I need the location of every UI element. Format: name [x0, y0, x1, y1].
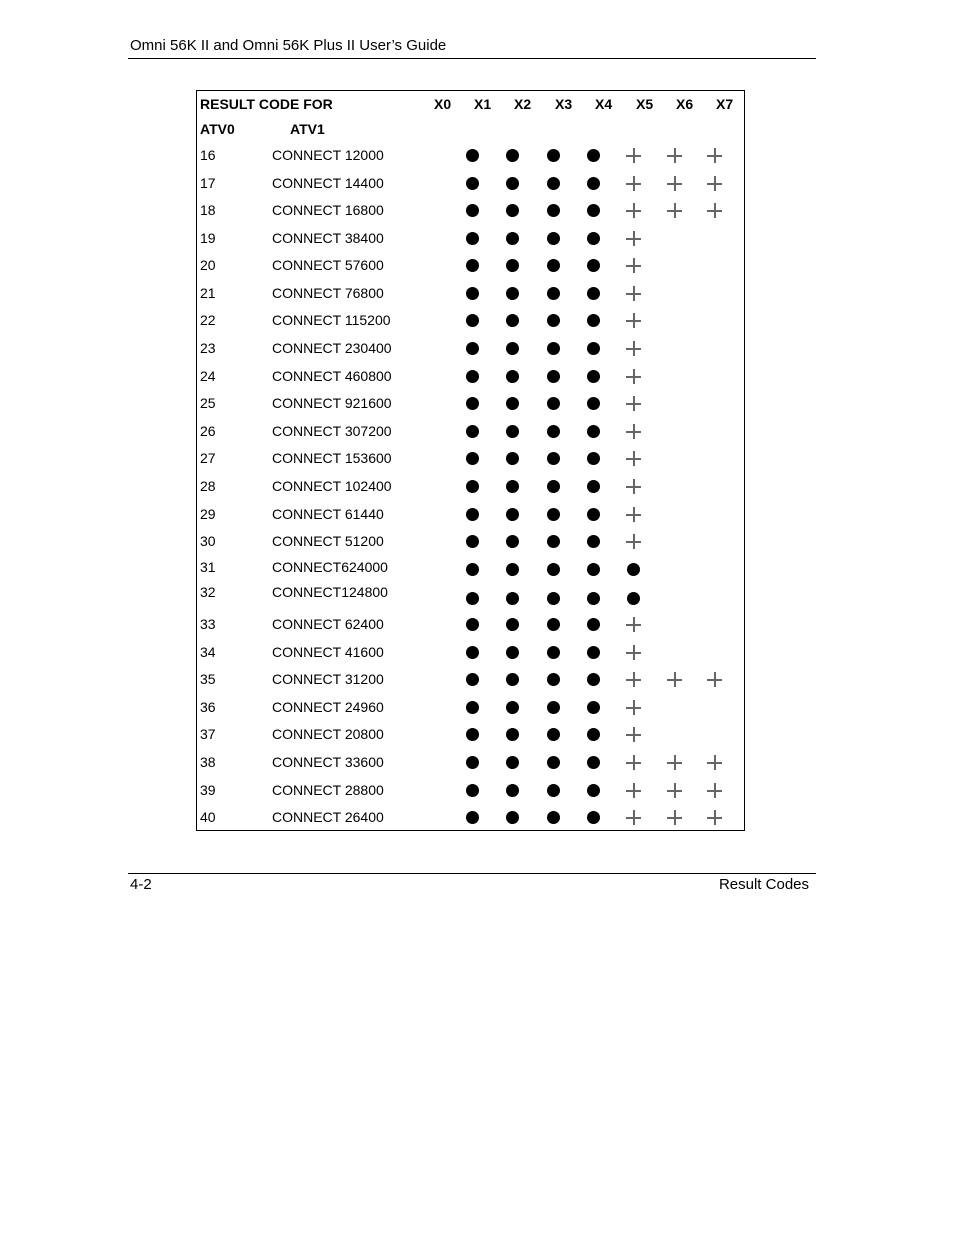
filled-dot-icon	[465, 368, 481, 384]
plus-icon	[667, 782, 683, 798]
filled-dot-icon	[586, 616, 602, 632]
result-code-number: 22	[200, 312, 216, 328]
result-code-text: CONNECT 307200	[272, 423, 392, 439]
result-code-text: CONNECT 460800	[272, 368, 392, 384]
result-code-number: 29	[200, 506, 216, 522]
result-code-text: CONNECT 115200	[272, 312, 391, 328]
result-code-number: 17	[200, 175, 216, 191]
filled-dot-icon	[465, 147, 481, 163]
table-row	[197, 699, 744, 719]
result-code-number: 20	[200, 257, 216, 273]
filled-dot-icon	[546, 478, 562, 494]
result-code-text: CONNECT 38400	[272, 230, 384, 246]
result-code-number: 39	[200, 782, 216, 798]
filled-dot-icon	[505, 809, 521, 825]
filled-dot-icon	[546, 285, 562, 301]
table-header-result-code-for: RESULT CODE FOR	[200, 96, 333, 112]
result-code-number: 18	[200, 202, 216, 218]
filled-dot-icon	[505, 616, 521, 632]
result-code-number: 38	[200, 754, 216, 770]
result-code-number: 24	[200, 368, 216, 384]
filled-dot-icon	[546, 590, 562, 606]
result-code-text: CONNECT 31200	[272, 671, 384, 687]
result-code-number: 19	[200, 230, 216, 246]
filled-dot-icon	[586, 340, 602, 356]
column-header-x1: X1	[474, 96, 492, 112]
result-code-text: CONNECT 62400	[272, 616, 384, 632]
result-code-number: 34	[200, 644, 216, 660]
filled-dot-icon	[546, 368, 562, 384]
filled-dot-icon	[465, 590, 481, 606]
result-code-text: CONNECT 102400	[272, 478, 392, 494]
filled-dot-icon	[586, 671, 602, 687]
column-header-x3: X3	[555, 96, 573, 112]
filled-dot-icon	[505, 533, 521, 549]
plus-icon	[626, 285, 642, 301]
filled-dot-icon	[505, 699, 521, 715]
filled-dot-icon	[505, 478, 521, 494]
filled-dot-icon	[586, 590, 602, 606]
footer-page-number: 4-2	[130, 876, 152, 893]
filled-dot-icon	[505, 312, 521, 328]
plus-icon	[667, 147, 683, 163]
filled-dot-icon	[505, 257, 521, 273]
plus-icon	[626, 616, 642, 632]
result-code-text: CONNECT 230400	[272, 340, 392, 356]
filled-dot-icon	[505, 754, 521, 770]
plus-icon	[667, 809, 683, 825]
filled-dot-icon	[505, 395, 521, 411]
filled-dot-icon	[465, 450, 481, 466]
plus-icon	[626, 395, 642, 411]
result-code-text: CONNECT 26400	[272, 809, 384, 825]
filled-dot-icon	[586, 699, 602, 715]
filled-dot-icon	[465, 395, 481, 411]
table-row	[197, 671, 744, 691]
filled-dot-icon	[465, 782, 481, 798]
filled-dot-icon	[546, 230, 562, 246]
filled-dot-icon	[505, 782, 521, 798]
result-code-text: CONNECT624000	[272, 559, 388, 575]
filled-dot-icon	[465, 644, 481, 660]
filled-dot-icon	[465, 561, 481, 577]
filled-dot-icon	[465, 230, 481, 246]
table-row	[197, 202, 744, 222]
filled-dot-icon	[505, 590, 521, 606]
plus-icon	[626, 533, 642, 549]
result-code-number: 32	[200, 584, 216, 600]
filled-dot-icon	[465, 285, 481, 301]
filled-dot-icon	[505, 450, 521, 466]
result-code-text: CONNECT 20800	[272, 726, 384, 742]
filled-dot-icon	[546, 312, 562, 328]
filled-dot-icon	[546, 809, 562, 825]
filled-dot-icon	[465, 257, 481, 273]
table-row	[197, 340, 744, 360]
filled-dot-icon	[546, 257, 562, 273]
table-row	[197, 809, 744, 829]
filled-dot-icon	[546, 726, 562, 742]
plus-icon	[626, 754, 642, 770]
filled-dot-icon	[586, 754, 602, 770]
result-code-number: 23	[200, 340, 216, 356]
filled-dot-icon	[465, 312, 481, 328]
result-code-text: CONNECT 41600	[272, 644, 384, 660]
table-row	[197, 506, 744, 526]
filled-dot-icon	[546, 561, 562, 577]
plus-icon	[667, 175, 683, 191]
table-row	[197, 312, 744, 332]
plus-icon	[626, 726, 642, 742]
plus-icon	[626, 671, 642, 687]
filled-dot-icon	[546, 782, 562, 798]
filled-dot-icon	[505, 175, 521, 191]
filled-dot-icon	[586, 368, 602, 384]
plus-icon	[626, 368, 642, 384]
table-row	[197, 584, 744, 604]
result-code-text: CONNECT 14400	[272, 175, 384, 191]
column-header-x6: X6	[676, 96, 694, 112]
plus-icon	[707, 671, 723, 687]
filled-dot-icon	[546, 147, 562, 163]
filled-dot-icon	[546, 423, 562, 439]
table-row	[197, 230, 744, 250]
filled-dot-icon	[465, 506, 481, 522]
result-code-number: 16	[200, 147, 216, 163]
plus-icon	[626, 423, 642, 439]
plus-icon	[626, 809, 642, 825]
result-code-number: 26	[200, 423, 216, 439]
plus-icon	[626, 230, 642, 246]
table-row	[197, 368, 744, 388]
result-code-text: CONNECT 61440	[272, 506, 384, 522]
plus-icon	[707, 202, 723, 218]
result-code-number: 33	[200, 616, 216, 632]
filled-dot-icon	[586, 644, 602, 660]
filled-dot-icon	[586, 147, 602, 163]
filled-dot-icon	[505, 671, 521, 687]
filled-dot-icon	[586, 202, 602, 218]
filled-dot-icon	[546, 754, 562, 770]
column-header-x5: X5	[636, 96, 654, 112]
plus-icon	[626, 147, 642, 163]
filled-dot-icon	[546, 340, 562, 356]
filled-dot-icon	[505, 506, 521, 522]
table-row	[197, 644, 744, 664]
table-row	[197, 533, 744, 553]
result-code-number: 28	[200, 478, 216, 494]
filled-dot-icon	[546, 616, 562, 632]
table-row	[197, 559, 744, 579]
plus-icon	[626, 478, 642, 494]
filled-dot-icon	[505, 368, 521, 384]
result-code-text: CONNECT 57600	[272, 257, 384, 273]
filled-dot-icon	[586, 506, 602, 522]
plus-icon	[626, 699, 642, 715]
filled-dot-icon	[505, 726, 521, 742]
result-code-number: 27	[200, 450, 216, 466]
filled-dot-icon	[586, 257, 602, 273]
plus-icon	[707, 147, 723, 163]
filled-dot-icon	[546, 533, 562, 549]
table-row	[197, 147, 744, 167]
filled-dot-icon	[586, 312, 602, 328]
result-code-number: 25	[200, 395, 216, 411]
result-code-number: 35	[200, 671, 216, 687]
table-row	[197, 175, 744, 195]
filled-dot-icon	[626, 561, 642, 577]
plus-icon	[626, 257, 642, 273]
filled-dot-icon	[546, 644, 562, 660]
table-row	[197, 754, 744, 774]
filled-dot-icon	[465, 726, 481, 742]
result-code-text: CONNECT 51200	[272, 533, 384, 549]
table-header-atv1: ATV1	[290, 121, 325, 137]
table-row	[197, 423, 744, 443]
filled-dot-icon	[465, 699, 481, 715]
table-row	[197, 450, 744, 470]
result-code-text: CONNECT 24960	[272, 699, 384, 715]
plus-icon	[707, 782, 723, 798]
filled-dot-icon	[586, 782, 602, 798]
filled-dot-icon	[465, 616, 481, 632]
filled-dot-icon	[505, 202, 521, 218]
result-code-text: CONNECT 921600	[272, 395, 392, 411]
plus-icon	[707, 175, 723, 191]
column-header-x0: X0	[434, 96, 452, 112]
result-code-text: CONNECT 12000	[272, 147, 384, 163]
filled-dot-icon	[586, 533, 602, 549]
filled-dot-icon	[465, 533, 481, 549]
plus-icon	[667, 671, 683, 687]
filled-dot-icon	[505, 644, 521, 660]
result-code-number: 36	[200, 699, 216, 715]
plus-icon	[626, 782, 642, 798]
plus-icon	[626, 202, 642, 218]
filled-dot-icon	[505, 561, 521, 577]
table-row	[197, 782, 744, 802]
filled-dot-icon	[586, 423, 602, 439]
result-code-number: 30	[200, 533, 216, 549]
filled-dot-icon	[586, 561, 602, 577]
column-header-x4: X4	[595, 96, 613, 112]
table-row	[197, 395, 744, 415]
plus-icon	[667, 202, 683, 218]
result-code-text: CONNECT 153600	[272, 450, 392, 466]
filled-dot-icon	[465, 340, 481, 356]
result-code-number: 37	[200, 726, 216, 742]
filled-dot-icon	[465, 202, 481, 218]
column-header-x7: X7	[716, 96, 734, 112]
filled-dot-icon	[586, 285, 602, 301]
filled-dot-icon	[586, 175, 602, 191]
filled-dot-icon	[465, 809, 481, 825]
filled-dot-icon	[546, 506, 562, 522]
filled-dot-icon	[546, 671, 562, 687]
filled-dot-icon	[465, 671, 481, 687]
filled-dot-icon	[546, 450, 562, 466]
filled-dot-icon	[586, 809, 602, 825]
plus-icon	[707, 809, 723, 825]
table-header-atv0: ATV0	[200, 121, 235, 137]
filled-dot-icon	[586, 395, 602, 411]
plus-icon	[626, 175, 642, 191]
table-row	[197, 257, 744, 277]
filled-dot-icon	[465, 175, 481, 191]
filled-dot-icon	[505, 230, 521, 246]
plus-icon	[626, 450, 642, 466]
result-code-number: 40	[200, 809, 216, 825]
plus-icon	[626, 506, 642, 522]
plus-icon	[667, 754, 683, 770]
result-code-number: 21	[200, 285, 216, 301]
table-row	[197, 616, 744, 636]
filled-dot-icon	[586, 478, 602, 494]
footer-section-title: Result Codes	[718, 876, 809, 893]
filled-dot-icon	[505, 147, 521, 163]
plus-icon	[626, 644, 642, 660]
result-code-text: CONNECT 16800	[272, 202, 384, 218]
header-rule	[128, 58, 816, 59]
result-code-number: 31	[200, 559, 216, 575]
result-code-text: CONNECT 28800	[272, 782, 384, 798]
filled-dot-icon	[465, 754, 481, 770]
filled-dot-icon	[465, 478, 481, 494]
table-row	[197, 478, 744, 498]
result-code-table	[196, 90, 745, 831]
plus-icon	[626, 340, 642, 356]
table-row	[197, 285, 744, 305]
filled-dot-icon	[586, 450, 602, 466]
filled-dot-icon	[546, 175, 562, 191]
filled-dot-icon	[505, 285, 521, 301]
filled-dot-icon	[505, 423, 521, 439]
filled-dot-icon	[505, 340, 521, 356]
filled-dot-icon	[546, 202, 562, 218]
result-code-text: CONNECT124800	[272, 584, 388, 600]
filled-dot-icon	[465, 423, 481, 439]
column-header-x2: X2	[514, 96, 532, 112]
result-code-text: CONNECT 33600	[272, 754, 384, 770]
footer-rule	[128, 873, 816, 874]
page-header-title: Omni 56K II and Omni 56K Plus II User’s Guide	[130, 37, 447, 54]
plus-icon	[626, 312, 642, 328]
table-row	[197, 726, 744, 746]
result-code-text: CONNECT 76800	[272, 285, 384, 301]
filled-dot-icon	[546, 699, 562, 715]
filled-dot-icon	[586, 726, 602, 742]
filled-dot-icon	[586, 230, 602, 246]
plus-icon	[707, 754, 723, 770]
filled-dot-icon	[626, 590, 642, 606]
filled-dot-icon	[546, 395, 562, 411]
